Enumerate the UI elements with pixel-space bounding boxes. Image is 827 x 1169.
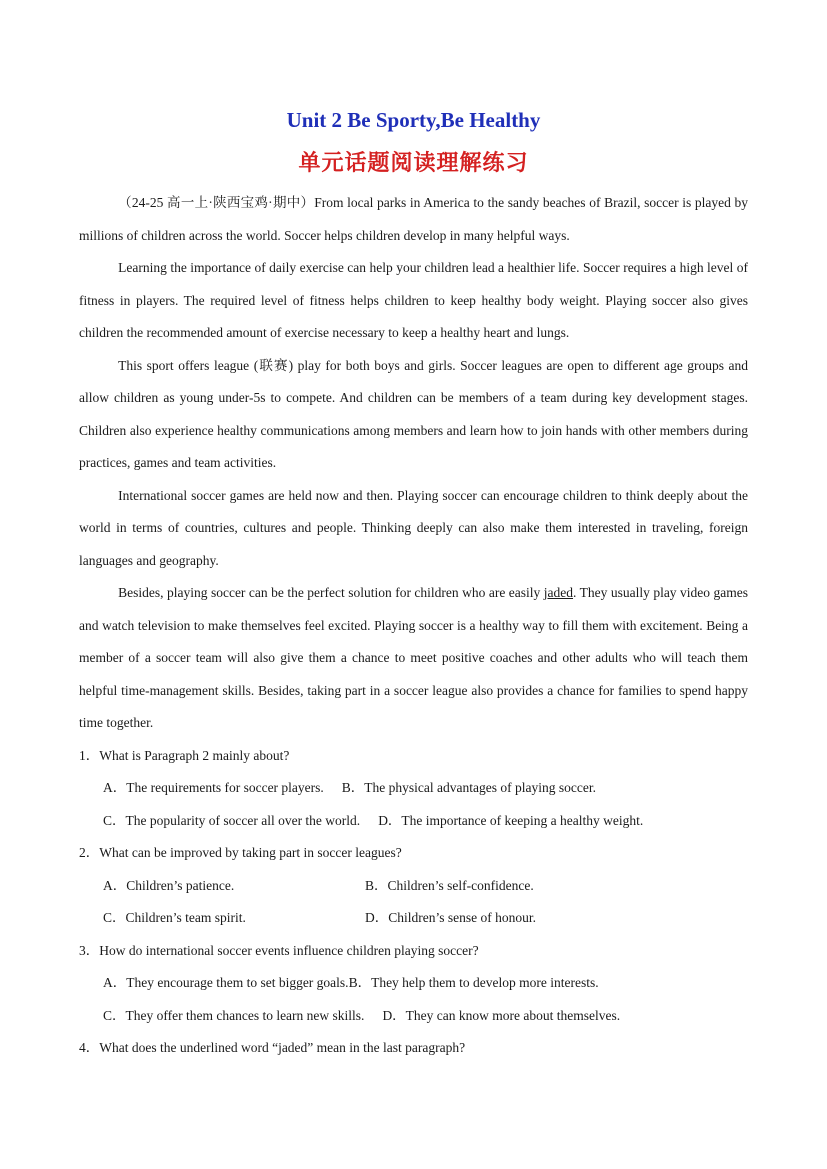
option-c: C．The popularity of soccer all over the world. — [103, 812, 361, 828]
passage-paragraph-4: International soccer games are held now and then. Playing soccer can encourage children to think deeply about the world in terms of countries, cultures and people. Thinking deeply can also make them interested in traveling, foreign languages and geography. — [79, 487, 748, 568]
option-row — [79, 805, 748, 838]
question-3 — [79, 935, 748, 1033]
passage-paragraph-5: Besides, playing soccer can be the perfect solution for children who are easily jaded. They usually play video games and watch television to make themselves feel excited. Playing soccer is a healthy way to fill them with excitement. Being a member of a soccer team will also give them a chance to meet positive coaches and other adults who will teach them helpful time-management skills. Besides, taking part in a soccer league also provides a chance for families to spend happy time together. — [79, 585, 748, 730]
question-stem: 1．What is Paragraph 2 mainly about? — [79, 747, 290, 763]
option-b: B．Children’s self-confidence. — [365, 877, 534, 893]
question-stem: 2．What can be improved by taking part in soccer leagues? — [79, 845, 402, 860]
question-2 — [79, 837, 748, 935]
option-d: D．Children’s sense of honour. — [365, 910, 536, 925]
option-a: A．Children’s patience. — [103, 877, 235, 893]
option-a: A．They encourage them to set bigger goals. — [103, 975, 349, 990]
passage-paragraph-3: This sport offers league (联赛) play for both boys and girls. Soccer leagues are open to different age groups and allow children as young under-5s to compete. And children can be members of a team during key development stages. Children also experience healthy communications among members and learn how to join hands with other members during practices, games and team activities. — [79, 357, 748, 470]
passage-paragraph-2: Learning the importance of daily exercise can help your children lead a healthier life. Soccer requires a high level of fitness in players. The required level of fitness helps children to keep healthy body weight. Playing soccer also gives children the recommended amount of exercise necessary to keep a healthy heart and lungs. — [79, 260, 748, 340]
option-row — [79, 967, 748, 1000]
passage-paragraph-1: （24-25 高一上·陕西宝鸡·期中）From local parks in America to the sandy beaches of Brazil, soccer is played by millions of children across the world. Soccer helps children develop in many helpful ways. — [79, 195, 748, 243]
option-c: C．Children’s team spirit. — [103, 910, 246, 925]
page-subtitle: 单元话题阅读理解练习 — [298, 151, 529, 176]
source-note: （24-25 高一上·陕西宝鸡·期中） — [118, 195, 315, 210]
question-stem: 3．How do international soccer events influence children playing soccer? — [79, 942, 479, 958]
page-title: Unit 2 Be Sporty,Be Healthy — [286, 108, 541, 132]
underlined-word: jaded — [543, 585, 574, 600]
question-4 — [79, 1032, 748, 1065]
option-c: C．They offer them chances to learn new skills. — [103, 1007, 365, 1023]
option-b: B．The physical advantages of playing soccer. — [341, 780, 596, 795]
option-row — [79, 772, 748, 805]
option-d: D．They can know more about themselves. — [382, 1007, 621, 1023]
option-a: A．The requirements for soccer players. — [103, 780, 324, 795]
option-d: D．The importance of keeping a healthy weight. — [378, 812, 644, 828]
question-stem: 4．What does the underlined word “jaded” mean in the last paragraph? — [79, 1040, 466, 1055]
question-1 — [79, 740, 748, 838]
option-b: B．They help them to develop more interests. — [348, 975, 599, 990]
option-row — [79, 1000, 748, 1033]
option-row — [79, 870, 748, 903]
document-body — [79, 187, 748, 1065]
option-row — [79, 902, 748, 935]
